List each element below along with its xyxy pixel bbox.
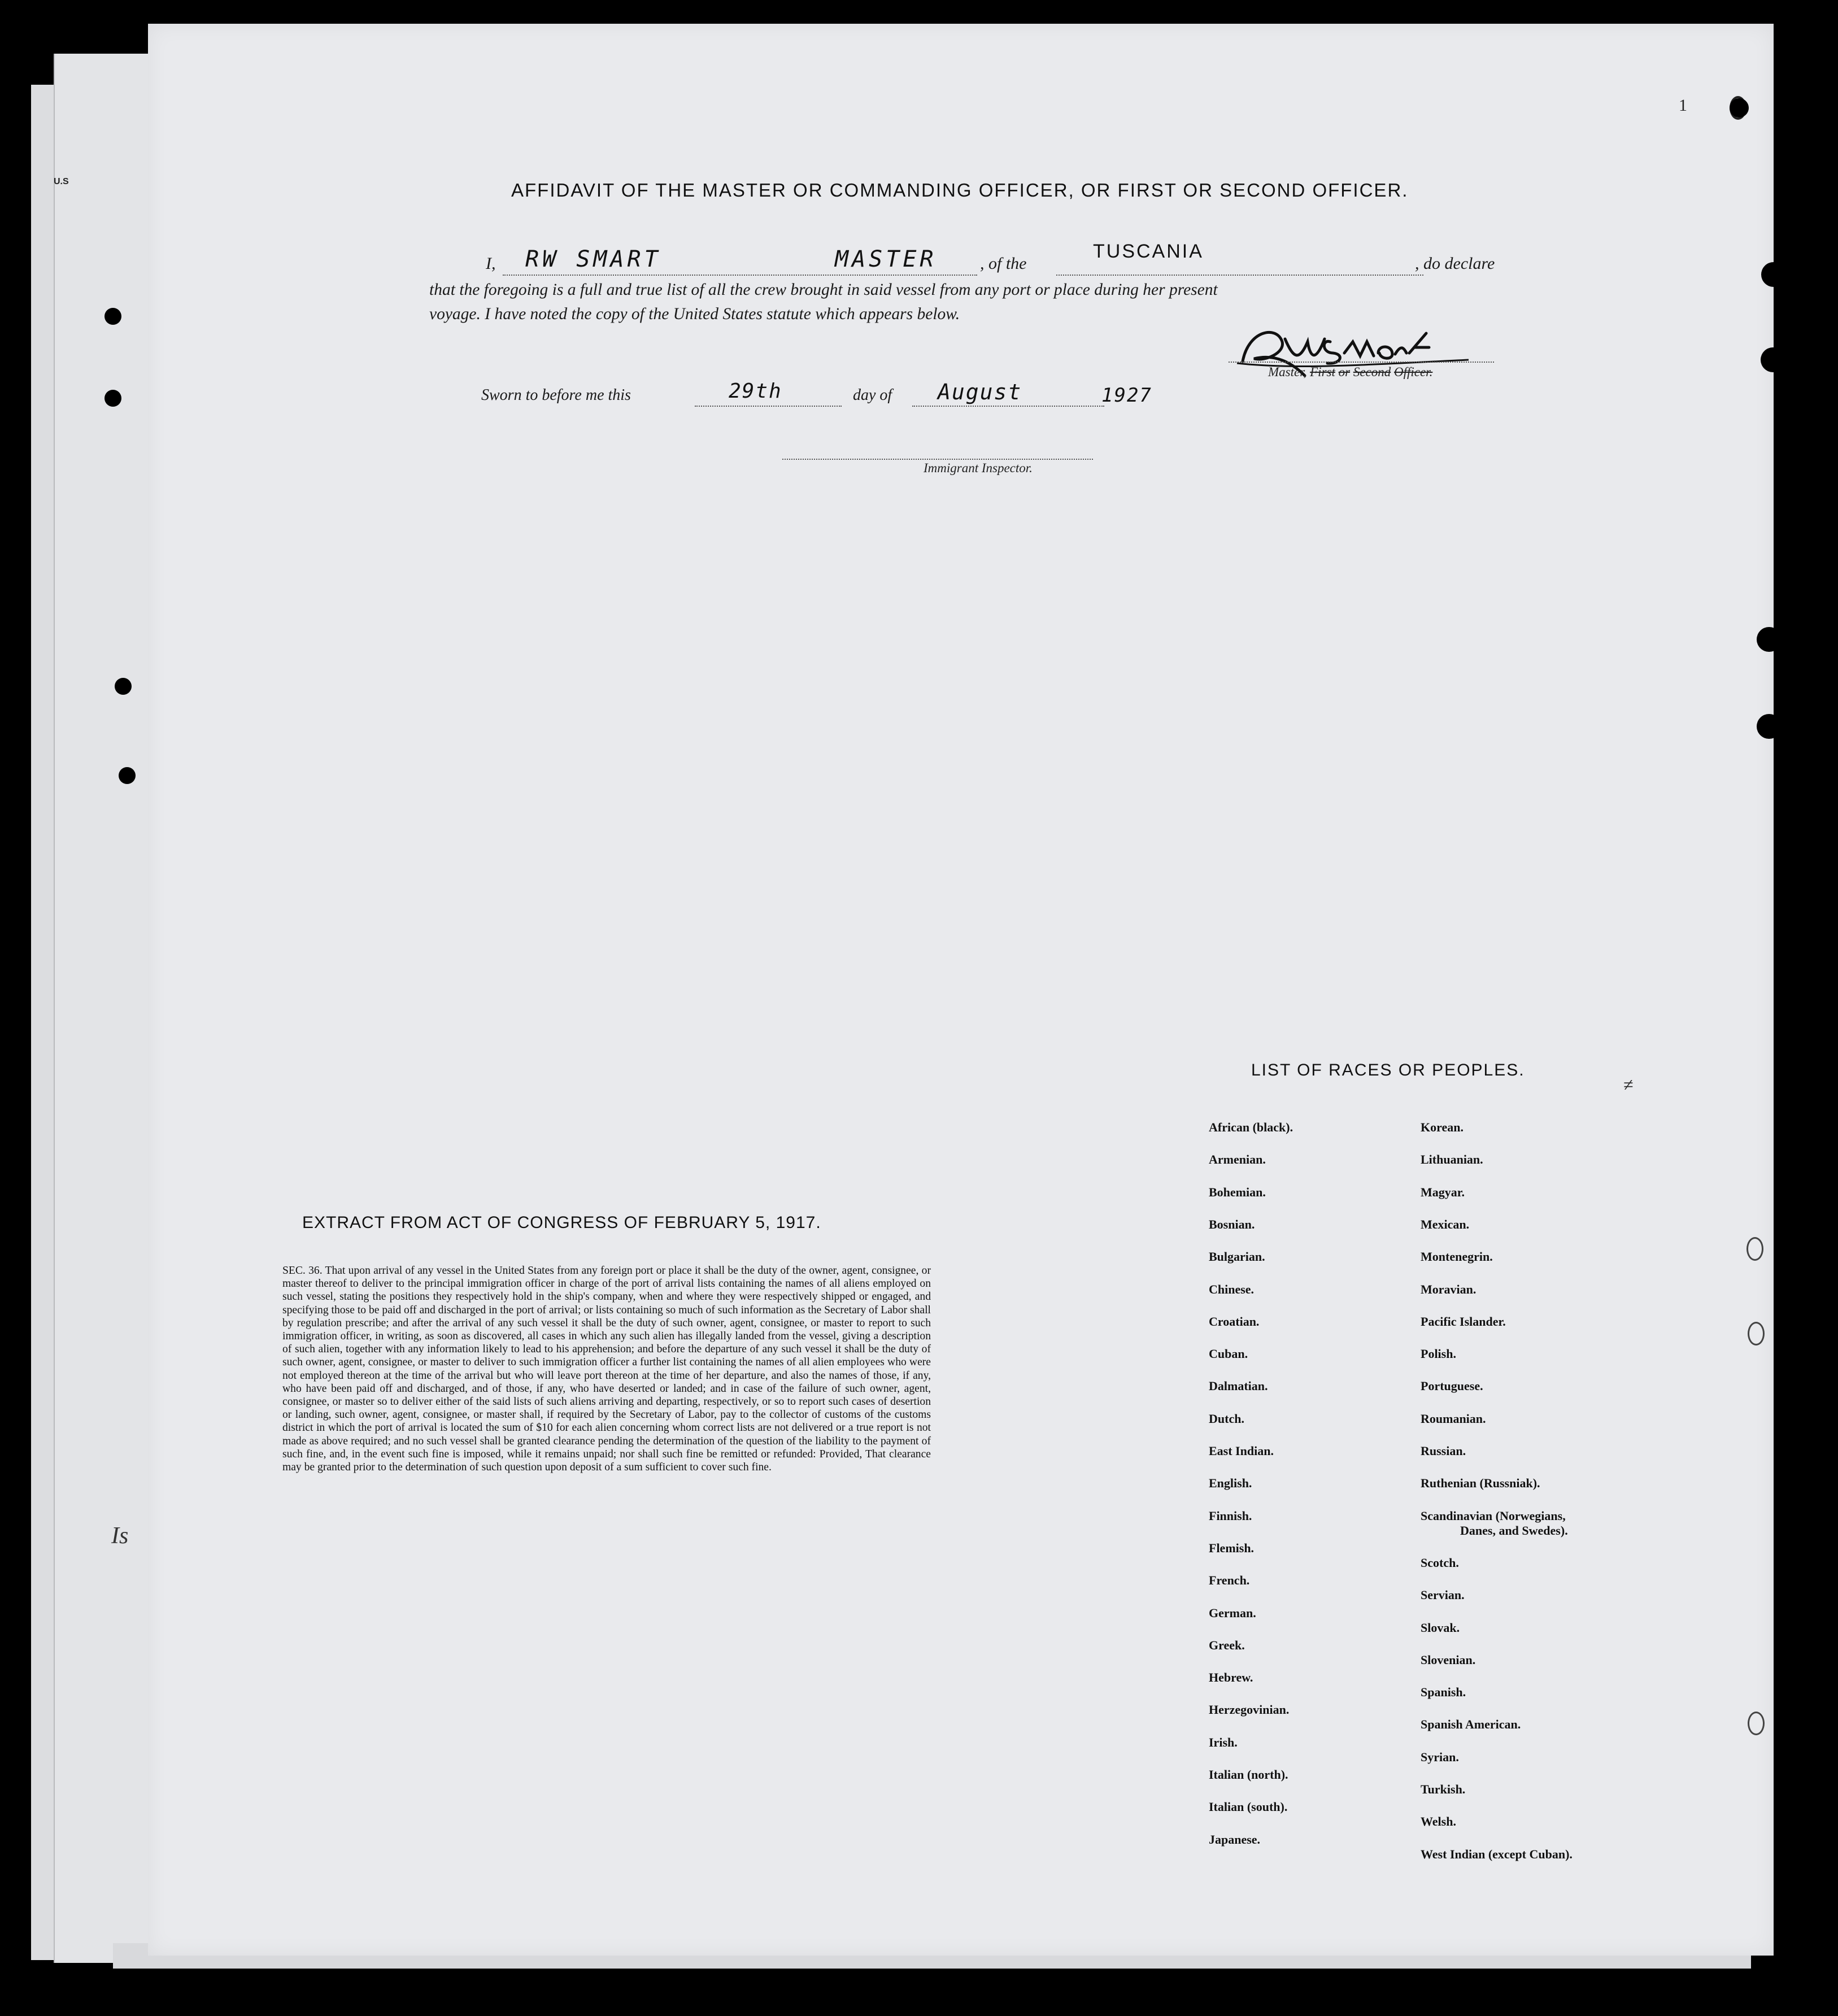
sworn-month-line xyxy=(912,406,1104,407)
race-item: English. xyxy=(1209,1476,1252,1491)
race-item: Dalmatian. xyxy=(1209,1379,1268,1394)
race-item: Finnish. xyxy=(1209,1508,1252,1523)
race-item: Lithuanian. xyxy=(1421,1152,1483,1167)
race-item: Turkish. xyxy=(1421,1782,1466,1796)
caption-first: First xyxy=(1310,365,1335,379)
race-item: Ruthenian (Russniak). xyxy=(1421,1476,1540,1491)
of-the-label: , of the xyxy=(980,254,1027,273)
race-item: Spanish American. xyxy=(1421,1717,1521,1732)
punch-hole xyxy=(1761,262,1786,287)
caption-master: Master, xyxy=(1268,365,1307,379)
race-item: Polish. xyxy=(1421,1347,1456,1361)
ring-hole xyxy=(1748,1322,1765,1346)
race-item: French. xyxy=(1209,1573,1250,1588)
race-item: Italian (north). xyxy=(1209,1767,1288,1782)
race-item: East Indian. xyxy=(1209,1444,1274,1458)
race-item: Scotch. xyxy=(1421,1555,1459,1570)
extract-title: EXTRACT FROM ACT OF CONGRESS OF FEBRUARY 5, 1917. xyxy=(302,1213,821,1232)
race-item: Hebrew. xyxy=(1209,1670,1253,1685)
race-item: German. xyxy=(1209,1605,1256,1620)
punch-hole xyxy=(119,767,136,784)
margin-mark: ≠ xyxy=(1623,1074,1634,1095)
sworn-day-line xyxy=(695,406,842,407)
master-name: RW SMART xyxy=(525,246,661,272)
race-item: Montenegrin. xyxy=(1421,1249,1493,1264)
race-item: Moravian. xyxy=(1421,1282,1477,1296)
race-item: Scandinavian (Norwegians, xyxy=(1421,1508,1566,1523)
race-item: Portuguese. xyxy=(1421,1379,1483,1394)
page-number: 1 xyxy=(1679,96,1687,115)
ring-hole xyxy=(1746,1237,1763,1261)
punch-hole xyxy=(1730,98,1749,117)
punch-hole xyxy=(1761,347,1785,372)
vessel-line xyxy=(1056,275,1423,276)
race-item: Bohemian. xyxy=(1209,1185,1266,1199)
caption-officer: Officer. xyxy=(1393,365,1433,379)
name-line xyxy=(503,275,977,276)
extract-body: SEC. 36. That upon arrival of any vessel in the United States from any foreign port or place it shall be the duty of the owner, agent, consignee, or master thereof to deliver to the principal immigration officer in charge of the port of arrival lists containing the names of all aliens employed on such vessel, stating the positions they respectively hold in the ship's company, when and where they were respectively shipped or engaged, and specifying those to be paid off and discharged in the port of arrival; or lists containing so much of such information as the Secretary of Labor shall by regulation prescribe; and after the arrival of any such vessel it shall be the duty of such owner, agent, consignee, or master to report to such immigration officer, in writing, as soon as discovered, all cases in which any such alien has illegally landed from the vessel, giving a description of such alien, together with any information likely to lead to his apprehension; and before the departure of any such vessel it shall be the duty of such owner, agent, consignee, or master to deliver to such immigration officer a further list containing the names of all alien employees who were not employed thereon at the time of the arrival but who will leave port thereon at the time of her departure, and also the names of those, if any, who have been paid off and discharged, and of those, if any, who have deserted or landed; and in case of the failure of such owner, agent, consignee, or master so to deliver either of the said lists of such aliens arriving and departing, respectively, or so to report such cases of desertion or landing, such owner, agent, consignee, or master shall, if required by the Secretary of Labor, pay to the collector of customs of the customs district in which the port of arrival is located the sum of $10 for each alien concerning whom correct lists are not delivered or a true report is not made as above required; and no such vessel shall be granted clearance pending the determination of the question of the liability to the payment of such fine, and, in the event such fine is imposed, while it remains unpaid; nor shall such fine be remitted or refunded: Provided, That clearance may be granted prior to the determination of such question upon deposit of a sum sufficient to cover such fine. xyxy=(282,1265,931,1474)
punch-hole xyxy=(115,678,132,695)
affidavit-i-label: I, xyxy=(486,254,496,273)
race-item: Roumanian. xyxy=(1421,1411,1486,1426)
do-declare-label: , do declare xyxy=(1415,254,1495,273)
race-item: Greek. xyxy=(1209,1638,1245,1652)
sworn-year: 1927 xyxy=(1101,384,1152,407)
punch-hole xyxy=(1757,627,1782,652)
punch-hole xyxy=(1757,714,1782,739)
punch-hole xyxy=(104,390,121,407)
day-of-label: day of xyxy=(853,386,892,404)
left-edge-is-text: Is xyxy=(111,1523,129,1549)
race-item: Flemish. xyxy=(1209,1540,1255,1555)
affidavit-title: AFFIDAVIT OF THE MASTER OR COMMANDING OFFICER, OR FIRST OR SECOND OFFICER. xyxy=(511,180,1409,201)
punch-hole xyxy=(104,308,121,325)
race-item: Russian. xyxy=(1421,1444,1466,1458)
sworn-label: Sworn to before me this xyxy=(481,386,631,404)
race-item: Bosnian. xyxy=(1209,1217,1255,1231)
vessel-name: TUSCANIA xyxy=(1093,241,1204,262)
race-item: Pacific Islander. xyxy=(1421,1314,1506,1329)
caption-second: Second xyxy=(1353,365,1391,379)
sworn-day: 29th xyxy=(729,380,782,403)
race-item: Magyar. xyxy=(1421,1185,1465,1199)
race-item: Italian (south). xyxy=(1209,1800,1288,1814)
race-item: Slovak. xyxy=(1421,1620,1460,1635)
document-page xyxy=(148,24,1774,1956)
race-item: Slovenian. xyxy=(1421,1652,1476,1667)
ring-hole xyxy=(1748,1712,1765,1735)
race-item: Chinese. xyxy=(1209,1282,1255,1296)
race-item: African (black). xyxy=(1209,1120,1293,1134)
race-item: Mexican. xyxy=(1421,1217,1470,1231)
race-item: Korean. xyxy=(1421,1120,1464,1134)
race-item: Servian. xyxy=(1421,1588,1465,1603)
rank-text: MASTER xyxy=(835,246,937,272)
race-item: Japanese. xyxy=(1209,1832,1261,1847)
caption-or: or xyxy=(1338,365,1351,379)
race-item: Welsh. xyxy=(1421,1814,1456,1829)
race-item: Dutch. xyxy=(1209,1411,1244,1426)
race-item: Bulgarian. xyxy=(1209,1249,1265,1264)
inspector-label: Immigrant Inspector. xyxy=(924,461,1033,475)
races-title: LIST OF RACES OR PEOPLES. xyxy=(1251,1061,1525,1079)
sworn-month: August xyxy=(938,380,1022,404)
race-item: Croatian. xyxy=(1209,1314,1260,1329)
race-item: Irish. xyxy=(1209,1735,1238,1749)
race-item: Armenian. xyxy=(1209,1152,1266,1167)
race-item: West Indian (except Cuban). xyxy=(1421,1847,1573,1861)
race-item: Spanish. xyxy=(1421,1685,1466,1700)
left-edge-us-text: U.S xyxy=(54,177,69,186)
inspector-line xyxy=(782,459,1093,460)
race-item: Cuban. xyxy=(1209,1347,1248,1361)
affidavit-line-3: voyage. I have noted the copy of the United States statute which appears below. xyxy=(429,305,960,323)
affidavit-line-2: that the foregoing is a full and true list of all the crew brought in said vessel from any port or place during her present xyxy=(429,281,1218,299)
signature-caption xyxy=(1268,365,1432,380)
race-item: Syrian. xyxy=(1421,1749,1459,1764)
signature-line xyxy=(1229,362,1494,363)
race-item: Danes, and Swedes). xyxy=(1460,1523,1568,1538)
race-item: Herzegovinian. xyxy=(1209,1703,1290,1717)
